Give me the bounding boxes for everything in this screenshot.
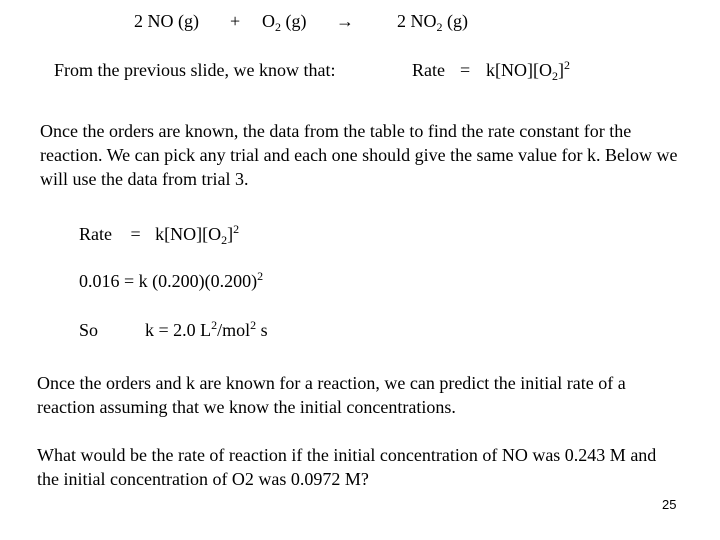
calc-substitution-exponent: 2 bbox=[257, 269, 264, 283]
k-unit-seconds: s bbox=[256, 320, 268, 340]
page-number: 25 bbox=[662, 497, 677, 512]
product-formula: 2 NO bbox=[397, 11, 437, 31]
calc-substitution-text: 0.016 = k (0.200)(0.200) bbox=[79, 271, 258, 291]
rate-law-intro-subscript: 2 bbox=[551, 69, 558, 83]
reactant-2-subscript: 2 bbox=[275, 20, 281, 34]
reaction-plus-sign: + bbox=[230, 11, 241, 31]
paragraph-predict-rate: Once the orders and k are known for a reaction, we can predict the initial rate of a reaction assuming that we know the initial concentrations. bbox=[37, 373, 626, 417]
product-state: (g) bbox=[447, 11, 468, 31]
rate-law-intro-rhs: k[NO][O bbox=[486, 60, 552, 80]
k-unit-mol: /mol bbox=[217, 320, 251, 340]
rate-law-intro-equals: = bbox=[460, 60, 471, 80]
calc-exponent: 2 bbox=[233, 222, 240, 236]
calc-result-k bbox=[145, 318, 268, 342]
calc-rate-law bbox=[79, 222, 239, 246]
calc-rate-label: Rate bbox=[79, 224, 112, 244]
rate-law-intro-label: Rate bbox=[412, 60, 445, 80]
reactant-1-state: (g) bbox=[178, 11, 199, 31]
k-unit-exponent-2: 2 bbox=[250, 318, 257, 332]
product-subscript: 2 bbox=[436, 20, 443, 34]
calc-equals: = bbox=[130, 224, 141, 244]
rate-law-intro-expression bbox=[486, 58, 570, 82]
calc-bracket: ] bbox=[227, 224, 234, 244]
reactant-2-formula: O bbox=[262, 11, 275, 31]
rate-law-intro-exponent: 2 bbox=[563, 58, 570, 72]
rate-law-intro-bracket: ] bbox=[557, 60, 564, 80]
k-value: k = 2.0 L bbox=[145, 320, 212, 340]
calc-result-so: So bbox=[79, 320, 99, 340]
rate-law-intro-text: From the previous slide, we know that: bbox=[54, 60, 336, 80]
paragraph-question: What would be the rate of reaction if the initial concentration of NO was 0.243 M and the initial concentration of O2 was 0.0972 M? bbox=[37, 445, 657, 489]
calc-subscript: 2 bbox=[221, 233, 228, 247]
reaction-product bbox=[397, 9, 468, 33]
reaction-reactant-1 bbox=[134, 9, 199, 33]
reaction-arrow: → bbox=[336, 11, 354, 31]
reaction-reactant-2 bbox=[262, 9, 307, 33]
k-unit-exponent-1: 2 bbox=[211, 318, 218, 332]
calc-rhs: k[NO][O bbox=[155, 224, 222, 244]
paragraph-find-rate-constant: Once the orders are known, the data from the table to find the rate constant for the reaction. We can pick any trial and each one should give the same value for k. Below we will use the data from trial 3. bbox=[40, 121, 678, 189]
reactant-2-state: (g) bbox=[285, 11, 307, 31]
reactant-1-formula: 2 NO bbox=[134, 11, 174, 31]
calc-substitution bbox=[79, 269, 263, 293]
